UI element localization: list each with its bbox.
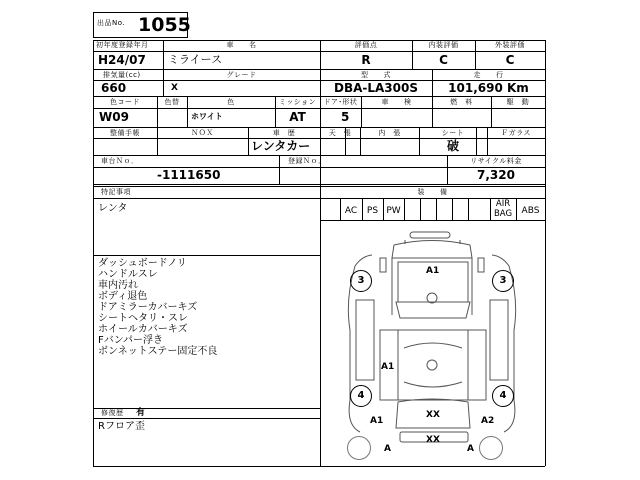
fglass-label: Ｆガラス (501, 129, 531, 137)
spare-tire-right (479, 436, 503, 460)
seat-label: シート (441, 129, 465, 137)
chassis-label: 車台Ｎｏ． (101, 157, 139, 165)
recycle-value: 7,320 (477, 168, 515, 182)
remark-note: ボディ退色 (98, 291, 148, 302)
equipment-label: 装 備 (417, 188, 448, 196)
lot-label: 出品No. (97, 19, 126, 27)
remark-note: ドアミラーカバーキズ (98, 302, 198, 313)
equip-pw: PW (386, 206, 401, 216)
inspection-label: 車 検 (381, 98, 412, 106)
color-value: ホワイト (191, 112, 223, 121)
interior2-label: 内 張 (378, 129, 401, 137)
equip-ac: AC (344, 206, 358, 216)
reg-year-label: 初年度登録年月 (96, 41, 149, 49)
remark-note: ホイールカバーキズ (98, 324, 188, 335)
spare-tire-left (347, 436, 371, 460)
fuel-label: 燃 料 (450, 98, 473, 106)
remarks-label: 特記事項 (101, 188, 131, 196)
manual-label: 整備手帳 (110, 129, 140, 137)
mark-rear-1: XX (426, 410, 440, 420)
remarks-notes (98, 258, 217, 357)
doors-value: 5 (341, 110, 350, 124)
grade-label: グレード (226, 71, 257, 79)
equip-airbag: AIR BAG (493, 199, 513, 219)
interior-value: C (439, 53, 448, 67)
mark-rear-left: A1 (370, 416, 384, 426)
remark-note: ダッシュボードノリ (98, 258, 187, 269)
color-label: 色 (227, 98, 235, 106)
equip-abs: ABS (521, 206, 540, 216)
remark-note: Fバンパー浮き (98, 335, 164, 346)
car-name-value: ミライース (168, 53, 223, 66)
mileage-label: 走 行 (473, 71, 504, 79)
reg-year-value: H24/07 (98, 53, 146, 67)
history-label: 車 歴 (272, 129, 296, 137)
grade-value: X (171, 83, 178, 93)
mark-left-side: A1 (381, 362, 395, 372)
wheel-rear-right: 4 (492, 385, 514, 407)
lot-number: 1055 (138, 14, 191, 36)
mark-bumper-right: A (467, 444, 474, 454)
car-name-label: 車 名 (226, 41, 257, 49)
remark-note: ボンネットステー固定不良 (98, 346, 218, 357)
mission-label: ミッション (278, 98, 317, 106)
interior-label: 内装評価 (428, 41, 459, 49)
wheel-rear-left: 4 (350, 385, 372, 407)
reg-no-label: 登録Ｎｏ． (288, 157, 326, 165)
displacement-label: 排気量(cc) (103, 71, 141, 79)
color-code-value: W09 (99, 110, 129, 124)
exterior-value: C (505, 53, 515, 67)
mark-rear-2: XX (426, 435, 440, 445)
remark-note: ハンドルスレ (98, 269, 158, 280)
displacement-value: 660 (101, 81, 127, 95)
mission-value: AT (289, 110, 306, 124)
remark-note: シートヘタリ・スレ (98, 313, 188, 324)
model-value: DBA-LA300S (334, 81, 418, 95)
model-label: 型 式 (361, 71, 391, 79)
seat-value: 破 (446, 139, 459, 153)
color-code-label: 色コード (110, 98, 140, 106)
mark-hood: A1 (426, 266, 440, 276)
repair-note: Rフロア歪 (98, 421, 145, 432)
sunroof-label: 天 張 (328, 129, 352, 137)
remark-note: 車内汚れ (98, 280, 138, 291)
nox-label: ＮＯＸ (191, 129, 214, 137)
repair-value: 有 (136, 408, 146, 418)
recycle-label: リサイクル料金 (470, 157, 522, 165)
mark-rear-right: A2 (481, 416, 495, 426)
equip-ps: PS (366, 206, 379, 216)
chassis-value: -1111650 (157, 168, 221, 182)
drive-label: 駆 動 (506, 98, 530, 106)
mileage-value: 101,690 Km (448, 81, 529, 95)
history-value: レンタカー (251, 139, 311, 153)
car-diagram (320, 220, 545, 466)
wheel-front-left: 3 (350, 270, 372, 292)
mark-bumper-left: A (384, 444, 391, 454)
exterior-label: 外装評価 (495, 41, 525, 49)
eval-score-label: 評価点 (354, 41, 378, 49)
eval-score-value: R (361, 53, 371, 67)
doors-label: ドア･形状 (323, 98, 358, 106)
color-change-label: 色替 (164, 98, 180, 106)
repair-label: 修復歴 (101, 409, 124, 417)
remarks-top: レンタ (98, 203, 128, 214)
wheel-front-right: 3 (492, 270, 514, 292)
